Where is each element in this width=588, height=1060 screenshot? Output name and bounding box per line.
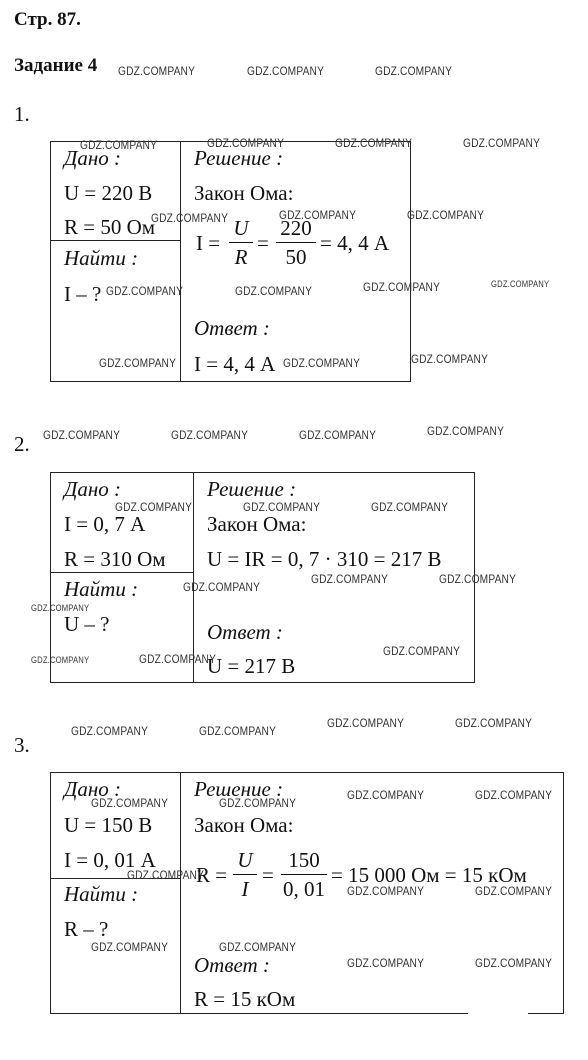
watermark: GDZ.COMPANY xyxy=(183,580,261,594)
given-value: U = 220 В xyxy=(64,181,153,205)
task-heading: Задание 4 xyxy=(14,55,98,76)
watermark: GDZ.COMPANY xyxy=(427,424,505,438)
watermark: GDZ.COMPANY xyxy=(219,940,297,954)
watermark: GDZ.COMPANY xyxy=(106,284,184,298)
given-value: R = 50 Ом xyxy=(64,215,156,239)
watermark: GDZ.COMPANY xyxy=(463,136,541,150)
watermark: GDZ.COMPANY xyxy=(127,868,205,882)
watermark: GDZ.COMPANY xyxy=(283,356,361,370)
watermark: GDZ.COMPANY xyxy=(347,788,425,802)
watermark: GDZ.COMPANY xyxy=(411,352,489,366)
formula: U = IR = 0, 7 · 310 = 217 В xyxy=(207,547,442,571)
watermark: GDZ.COMPANY xyxy=(219,796,297,810)
watermark: GDZ.COMPANY xyxy=(491,279,550,289)
watermark: GDZ.COMPANY xyxy=(371,500,449,514)
find-heading: Найти : xyxy=(64,246,139,270)
given-value: I = 0, 01 А xyxy=(64,848,156,872)
find-value: I – ? xyxy=(64,282,102,306)
column-divider xyxy=(180,141,181,382)
problem-number: 3. xyxy=(14,733,30,757)
watermark: GDZ.COMPANY xyxy=(247,64,325,78)
watermark: GDZ.COMPANY xyxy=(31,603,90,613)
watermark: GDZ.COMPANY xyxy=(327,716,405,730)
column-divider xyxy=(180,772,181,1014)
watermark: GDZ.COMPANY xyxy=(71,724,149,738)
fraction-denominator: R xyxy=(234,245,248,269)
equals-sign: = xyxy=(257,231,269,255)
watermark: GDZ.COMPANY xyxy=(91,796,169,810)
problem-number: 1. xyxy=(14,102,30,126)
formula-result: = 4, 4 А xyxy=(320,231,390,255)
watermark: GDZ.COMPANY xyxy=(347,956,425,970)
watermark: GDZ.COMPANY xyxy=(383,644,461,658)
equals-sign: = xyxy=(262,863,274,887)
watermark: GDZ.COMPANY xyxy=(475,956,553,970)
answer-value: U = 217 В xyxy=(207,654,296,678)
fraction-denominator: 0, 01 xyxy=(283,877,325,901)
row-divider xyxy=(50,572,194,573)
watermark: GDZ.COMPANY xyxy=(455,716,533,730)
find-heading: Найти : xyxy=(64,882,139,906)
fraction xyxy=(276,218,316,268)
answer-heading: Ответ : xyxy=(194,953,270,977)
watermark: GDZ.COMPANY xyxy=(139,652,217,666)
border-gap xyxy=(468,1012,528,1016)
find-heading: Найти : xyxy=(64,577,139,601)
watermark: GDZ.COMPANY xyxy=(243,500,321,514)
row-divider xyxy=(50,240,181,241)
law-label: Закон Ома: xyxy=(194,181,294,205)
fraction-numerator: 220 xyxy=(280,216,312,240)
formula-lhs: R = xyxy=(196,863,228,887)
fraction-numerator: 150 xyxy=(288,848,320,872)
fraction xyxy=(229,218,253,268)
answer-value: R = 15 кОм xyxy=(194,987,296,1011)
watermark: GDZ.COMPANY xyxy=(118,64,196,78)
given-value: U = 150 В xyxy=(64,813,153,837)
watermark: GDZ.COMPANY xyxy=(347,884,425,898)
watermark: GDZ.COMPANY xyxy=(207,136,285,150)
watermark: GDZ.COMPANY xyxy=(199,724,277,738)
watermark: GDZ.COMPANY xyxy=(80,138,158,152)
solution-heading: Решение : xyxy=(194,777,284,801)
formula-result: = 15 000 Ом = 15 кОм xyxy=(331,863,527,887)
watermark: GDZ.COMPANY xyxy=(439,572,517,586)
given-heading: Дано : xyxy=(64,477,122,501)
given-value: R = 310 Ом xyxy=(64,547,166,571)
watermark: GDZ.COMPANY xyxy=(151,211,229,225)
given-value: I = 0, 7 А xyxy=(64,512,146,536)
answer-heading: Ответ : xyxy=(194,316,270,340)
watermark: GDZ.COMPANY xyxy=(299,428,377,442)
watermark: GDZ.COMPANY xyxy=(115,500,193,514)
fraction-denominator: I xyxy=(241,877,249,901)
watermark: GDZ.COMPANY xyxy=(475,884,553,898)
law-label: Закон Ома: xyxy=(194,813,294,837)
solution-heading: Решение : xyxy=(207,477,297,501)
watermark: GDZ.COMPANY xyxy=(311,572,389,586)
fraction-denominator: 50 xyxy=(285,245,307,269)
given-heading: Дано : xyxy=(64,777,122,801)
page-title: Стр. 87. xyxy=(14,9,81,30)
fraction xyxy=(281,850,327,900)
problem-number: 2. xyxy=(14,432,30,456)
formula-lhs: I = xyxy=(196,231,221,255)
fraction-numerator: U xyxy=(237,848,253,872)
watermark: GDZ.COMPANY xyxy=(31,655,90,665)
watermark: GDZ.COMPANY xyxy=(99,356,177,370)
find-value: R – ? xyxy=(64,917,109,941)
find-value: U – ? xyxy=(64,612,110,636)
law-label: Закон Ома: xyxy=(207,512,307,536)
watermark: GDZ.COMPANY xyxy=(375,64,453,78)
fraction xyxy=(233,850,257,900)
watermark: GDZ.COMPANY xyxy=(91,940,169,954)
answer-heading: Ответ : xyxy=(207,620,283,644)
watermark: GDZ.COMPANY xyxy=(235,284,313,298)
watermark: GDZ.COMPANY xyxy=(279,208,357,222)
watermark: GDZ.COMPANY xyxy=(43,428,121,442)
watermark: GDZ.COMPANY xyxy=(363,280,441,294)
watermark: GDZ.COMPANY xyxy=(335,136,413,150)
fraction-numerator: U xyxy=(233,216,249,240)
solution-heading: Решение : xyxy=(194,146,284,170)
answer-value: I = 4, 4 А xyxy=(194,352,276,376)
watermark: GDZ.COMPANY xyxy=(407,208,485,222)
given-heading: Дано : xyxy=(64,146,122,170)
watermark: GDZ.COMPANY xyxy=(171,428,249,442)
watermark: GDZ.COMPANY xyxy=(475,788,553,802)
